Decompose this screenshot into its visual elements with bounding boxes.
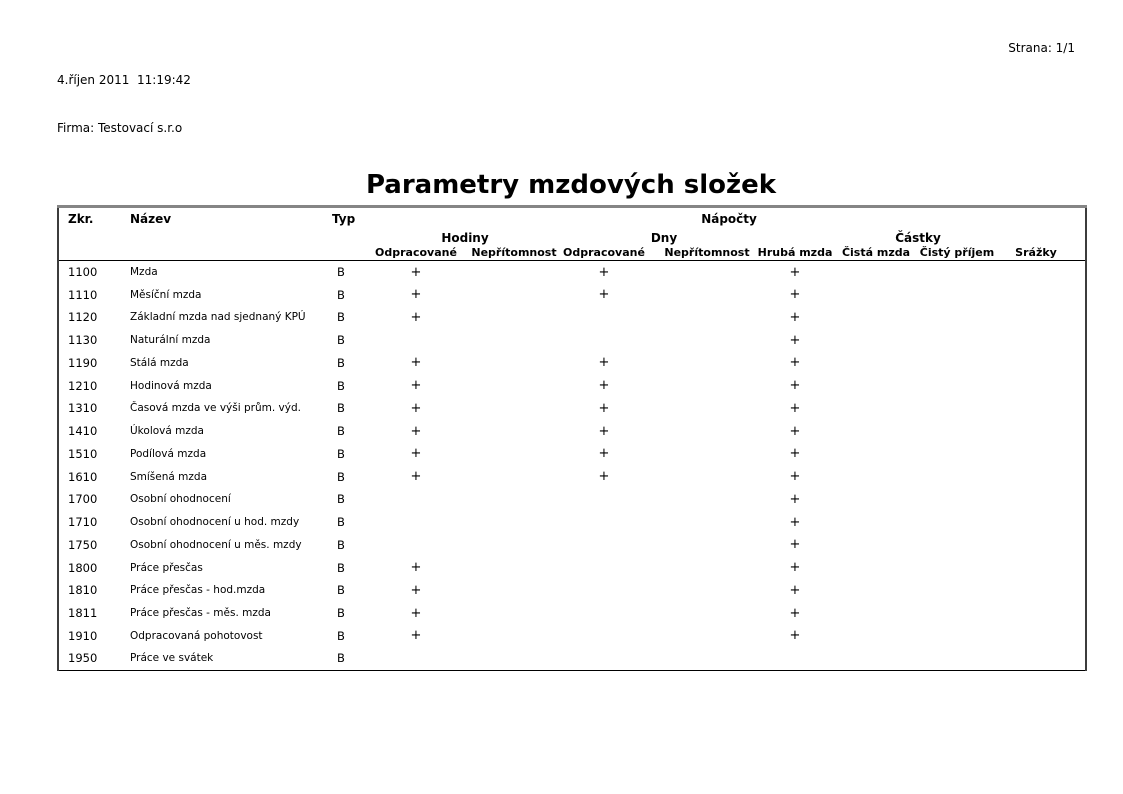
table-row <box>58 329 1086 352</box>
flag-hodiny-nepritomnost <box>459 625 557 648</box>
flag-cista-mzda <box>839 556 913 579</box>
table-row <box>58 465 1086 488</box>
row-zkr: 1710 <box>68 515 98 530</box>
row-zkr: 1110 <box>68 287 98 302</box>
table-row <box>58 261 1086 284</box>
row-zkr: 1510 <box>68 446 98 461</box>
flag-dny-odpracovane: + <box>598 400 610 416</box>
table-body <box>58 261 1086 671</box>
flag-hruba-mzda: + <box>789 537 801 553</box>
row-zkr: 1210 <box>68 378 98 393</box>
row-zkr: 1700 <box>68 492 98 507</box>
row-zkr: 1120 <box>68 310 98 325</box>
flag-hodiny-nepritomnost <box>459 420 557 443</box>
table-row <box>58 306 1086 329</box>
flag-hodiny-odpracovane: + <box>410 400 422 416</box>
flag-cista-mzda <box>839 420 913 443</box>
header-row-3 <box>58 246 1086 261</box>
col-header-hodiny-nepritomnost: Nepřítomnost <box>471 246 557 260</box>
flag-hodiny-nepritomnost <box>459 534 557 557</box>
flag-dny-odpracovane <box>557 602 651 625</box>
row-typ: B <box>337 446 345 461</box>
row-zkr: 1811 <box>68 606 98 621</box>
flag-cista-mzda <box>839 261 913 284</box>
row-nazev: Práce ve svátek <box>130 652 214 665</box>
table-row <box>58 647 1086 670</box>
flag-cista-mzda <box>839 488 913 511</box>
flag-dny-odpracovane: + <box>598 423 610 439</box>
flag-srazky <box>1001 283 1086 306</box>
flag-dny-odpracovane <box>557 329 651 352</box>
flag-hruba-mzda: + <box>789 469 801 485</box>
row-typ: B <box>337 265 345 280</box>
group-header-hodiny: Hodiny <box>441 231 489 245</box>
row-nazev: Měsíční mzda <box>130 288 202 301</box>
col-header-dny-nepritomnost: Nepřítomnost <box>664 246 750 260</box>
flag-cisty-prijem <box>913 556 1001 579</box>
flag-cisty-prijem <box>913 352 1001 375</box>
flag-hodiny-odpracovane: + <box>410 605 422 621</box>
flag-dny-nepritomnost <box>651 579 751 602</box>
flag-cisty-prijem <box>913 602 1001 625</box>
table-row <box>58 283 1086 306</box>
flag-hodiny-nepritomnost <box>459 283 557 306</box>
row-typ: B <box>337 424 345 439</box>
flag-dny-nepritomnost <box>651 556 751 579</box>
flag-hruba-mzda: + <box>789 628 801 644</box>
table-row <box>58 556 1086 579</box>
row-zkr: 1130 <box>68 333 98 348</box>
flag-hodiny-nepritomnost <box>459 329 557 352</box>
flag-cisty-prijem <box>913 647 1001 670</box>
flag-hruba-mzda: + <box>789 378 801 394</box>
flag-hruba-mzda: + <box>789 287 801 303</box>
row-typ: B <box>337 606 345 621</box>
row-typ: B <box>337 287 345 302</box>
col-header-cista-mzda: Čistá mzda <box>841 246 911 260</box>
flag-dny-odpracovane: + <box>598 287 610 303</box>
row-zkr: 1800 <box>68 560 98 575</box>
row-nazev: Časová mzda ve výši prům. výd. <box>130 402 301 415</box>
flag-srazky <box>1001 443 1086 466</box>
flag-hodiny-odpracovane: + <box>410 628 422 644</box>
row-zkr: 1950 <box>68 651 98 666</box>
flag-hruba-mzda: + <box>789 560 801 576</box>
flag-srazky <box>1001 602 1086 625</box>
row-typ: B <box>337 537 345 552</box>
flag-cista-mzda <box>839 511 913 534</box>
flag-srazky <box>1001 397 1086 420</box>
flag-dny-odpracovane <box>557 625 651 648</box>
row-zkr: 1610 <box>68 469 98 484</box>
flag-srazky <box>1001 625 1086 648</box>
flag-hodiny-odpracovane: + <box>410 446 422 462</box>
flag-cista-mzda <box>839 534 913 557</box>
row-typ: B <box>337 355 345 370</box>
flag-cisty-prijem <box>913 374 1001 397</box>
flag-dny-nepritomnost <box>651 511 751 534</box>
page-number: Strana: 1/1 <box>1008 41 1075 55</box>
flag-hruba-mzda: + <box>789 582 801 598</box>
flag-cista-mzda <box>839 579 913 602</box>
flag-hodiny-nepritomnost <box>459 374 557 397</box>
group-header-napocty: Nápočty <box>701 212 757 227</box>
report-meta <box>57 40 1085 168</box>
flag-srazky <box>1001 579 1086 602</box>
row-typ: B <box>337 651 345 666</box>
flag-hodiny-odpracovane: + <box>410 378 422 394</box>
flag-hruba-mzda: + <box>789 446 801 462</box>
row-nazev: Hodinová mzda <box>130 379 212 392</box>
header-row-1 <box>58 207 1086 231</box>
flag-dny-odpracovane: + <box>598 469 610 485</box>
table-header <box>58 207 1086 261</box>
flag-dny-odpracovane <box>557 534 651 557</box>
flag-dny-odpracovane <box>557 306 651 329</box>
col-header-typ: Typ <box>332 212 356 227</box>
flag-cisty-prijem <box>913 488 1001 511</box>
flag-dny-nepritomnost <box>651 488 751 511</box>
flag-cisty-prijem <box>913 625 1001 648</box>
flag-hodiny-odpracovane <box>373 647 459 670</box>
row-zkr: 1410 <box>68 424 98 439</box>
flag-cista-mzda <box>839 283 913 306</box>
flag-dny-odpracovane <box>557 556 651 579</box>
row-nazev: Práce přesčas <box>130 561 203 574</box>
flag-srazky <box>1001 647 1086 670</box>
flag-dny-odpracovane <box>557 511 651 534</box>
flag-hodiny-nepritomnost <box>459 647 557 670</box>
flag-hodiny-odpracovane: + <box>410 287 422 303</box>
flag-dny-nepritomnost <box>651 329 751 352</box>
flag-cisty-prijem <box>913 511 1001 534</box>
flag-srazky <box>1001 329 1086 352</box>
col-header-dny-odpracovane: Odpracované <box>563 246 645 260</box>
table-row <box>58 625 1086 648</box>
flag-hruba-mzda: + <box>789 332 801 348</box>
flag-hruba-mzda: + <box>789 514 801 530</box>
flag-hodiny-nepritomnost <box>459 306 557 329</box>
row-typ: B <box>337 628 345 643</box>
table-row <box>58 602 1086 625</box>
flag-srazky <box>1001 420 1086 443</box>
flag-cisty-prijem <box>913 329 1001 352</box>
flag-srazky <box>1001 511 1086 534</box>
table-row <box>58 443 1086 466</box>
flag-dny-nepritomnost <box>651 397 751 420</box>
row-nazev: Základní mzda nad sjednaný KPÚ <box>130 311 306 324</box>
flag-hodiny-nepritomnost <box>459 579 557 602</box>
row-typ: B <box>337 583 345 598</box>
row-typ: B <box>337 515 345 530</box>
group-header-dny: Dny <box>650 231 678 245</box>
flag-cista-mzda <box>839 625 913 648</box>
row-typ: B <box>337 469 345 484</box>
flag-hruba-mzda: + <box>789 309 801 325</box>
flag-hodiny-odpracovane: + <box>410 469 422 485</box>
flag-hruba-mzda: + <box>789 264 801 280</box>
flag-srazky <box>1001 352 1086 375</box>
flag-cista-mzda <box>839 329 913 352</box>
row-nazev: Osobní ohodnocení u měs. mzdy <box>130 538 302 551</box>
flag-hodiny-odpracovane: + <box>410 560 422 576</box>
row-zkr: 1310 <box>68 401 98 416</box>
flag-cista-mzda <box>839 352 913 375</box>
flag-hodiny-odpracovane: + <box>410 423 422 439</box>
row-typ: B <box>337 378 345 393</box>
flag-cista-mzda <box>839 397 913 420</box>
flag-hodiny-nepritomnost <box>459 352 557 375</box>
table-row <box>58 579 1086 602</box>
col-header-hruba-mzda: Hrubá mzda <box>757 246 833 260</box>
flag-dny-nepritomnost <box>651 443 751 466</box>
wage-components-table <box>57 205 1087 671</box>
flag-dny-nepritomnost <box>651 534 751 557</box>
table-row <box>58 534 1086 557</box>
flag-hodiny-nepritomnost <box>459 488 557 511</box>
col-header-srazky: Srážky <box>1015 246 1057 260</box>
table-row <box>58 420 1086 443</box>
col-header-hodiny-odpracovane: Odpracované <box>375 246 457 260</box>
flag-hodiny-odpracovane <box>373 534 459 557</box>
row-nazev: Mzda <box>130 266 158 279</box>
flag-cisty-prijem <box>913 465 1001 488</box>
flag-cista-mzda <box>839 443 913 466</box>
flag-srazky <box>1001 261 1086 284</box>
flag-srazky <box>1001 306 1086 329</box>
flag-cisty-prijem <box>913 306 1001 329</box>
flag-cista-mzda <box>839 374 913 397</box>
col-header-zkr: Zkr. <box>68 212 94 227</box>
flag-hodiny-nepritomnost <box>459 602 557 625</box>
flag-hruba-mzda: + <box>789 400 801 416</box>
row-nazev: Osobní ohodnocení u hod. mzdy <box>130 516 300 529</box>
flag-hodiny-nepritomnost <box>459 397 557 420</box>
header-row-2 <box>58 231 1086 246</box>
flag-hruba-mzda: + <box>789 423 801 439</box>
flag-dny-nepritomnost <box>651 261 751 284</box>
flag-hruba-mzda: + <box>789 355 801 371</box>
flag-cisty-prijem <box>913 397 1001 420</box>
flag-cisty-prijem <box>913 420 1001 443</box>
report-content <box>57 0 1085 671</box>
row-nazev: Práce přesčas - měs. mzda <box>130 607 271 620</box>
group-header-castky: Částky <box>895 231 941 245</box>
flag-hodiny-odpracovane: + <box>410 309 422 325</box>
report-datetime: 4.říjen 2011 11:19:42 <box>57 73 191 87</box>
row-zkr: 1750 <box>68 537 98 552</box>
flag-cisty-prijem <box>913 579 1001 602</box>
row-typ: B <box>337 310 345 325</box>
row-typ: B <box>337 492 345 507</box>
flag-dny-nepritomnost <box>651 625 751 648</box>
row-zkr: 1910 <box>68 628 98 643</box>
row-nazev: Smíšená mzda <box>130 470 208 483</box>
flag-dny-odpracovane: + <box>598 355 610 371</box>
flag-cista-mzda <box>839 647 913 670</box>
flag-hodiny-odpracovane <box>373 329 459 352</box>
flag-cisty-prijem <box>913 443 1001 466</box>
row-nazev: Stálá mzda <box>130 356 189 369</box>
flag-srazky <box>1001 534 1086 557</box>
flag-dny-odpracovane: + <box>598 446 610 462</box>
table-row <box>58 374 1086 397</box>
report-title: Parametry mzdových složek <box>365 170 777 200</box>
table-row <box>58 352 1086 375</box>
header-spacer <box>58 231 373 246</box>
flag-dny-nepritomnost <box>651 352 751 375</box>
flag-hodiny-odpracovane: + <box>410 355 422 371</box>
flag-hruba-mzda: + <box>789 491 801 507</box>
flag-hodiny-nepritomnost <box>459 511 557 534</box>
flag-hodiny-odpracovane: + <box>410 582 422 598</box>
report-meta-left <box>57 40 191 168</box>
flag-cisty-prijem <box>913 283 1001 306</box>
flag-dny-nepritomnost <box>651 647 751 670</box>
flag-dny-odpracovane: + <box>598 378 610 394</box>
flag-dny-odpracovane <box>557 488 651 511</box>
flag-hodiny-nepritomnost <box>459 261 557 284</box>
flag-dny-nepritomnost <box>651 465 751 488</box>
flag-hodiny-odpracovane <box>373 488 459 511</box>
row-typ: B <box>337 401 345 416</box>
flag-cista-mzda <box>839 306 913 329</box>
flag-srazky <box>1001 465 1086 488</box>
flag-hodiny-nepritomnost <box>459 443 557 466</box>
row-zkr: 1190 <box>68 355 98 370</box>
row-zkr: 1810 <box>68 583 98 598</box>
flag-dny-odpracovane <box>557 579 651 602</box>
flag-dny-odpracovane <box>557 647 651 670</box>
flag-cisty-prijem <box>913 261 1001 284</box>
flag-dny-nepritomnost <box>651 374 751 397</box>
header-spacer <box>58 246 373 261</box>
row-nazev: Úkolová mzda <box>130 425 204 438</box>
row-nazev: Naturální mzda <box>130 334 211 347</box>
flag-dny-nepritomnost <box>651 420 751 443</box>
table-row <box>58 488 1086 511</box>
row-typ: B <box>337 560 345 575</box>
flag-srazky <box>1001 556 1086 579</box>
flag-hodiny-odpracovane: + <box>410 264 422 280</box>
row-nazev: Odpracovaná pohotovost <box>130 629 263 642</box>
flag-hodiny-odpracovane <box>373 511 459 534</box>
flag-hruba-mzda <box>751 647 839 670</box>
report-company: Firma: Testovací s.r.o <box>57 121 183 135</box>
flag-srazky <box>1001 374 1086 397</box>
row-zkr: 1100 <box>68 265 98 280</box>
row-nazev: Osobní ohodnocení <box>130 493 231 506</box>
flag-cista-mzda <box>839 465 913 488</box>
table-row <box>58 511 1086 534</box>
flag-dny-nepritomnost <box>651 602 751 625</box>
flag-srazky <box>1001 488 1086 511</box>
flag-dny-nepritomnost <box>651 283 751 306</box>
flag-cisty-prijem <box>913 534 1001 557</box>
flag-dny-nepritomnost <box>651 306 751 329</box>
row-nazev: Práce přesčas - hod.mzda <box>130 584 266 597</box>
flag-hodiny-nepritomnost <box>459 556 557 579</box>
row-typ: B <box>337 333 345 348</box>
col-header-cisty-prijem: Čistý příjem <box>919 246 995 260</box>
flag-hruba-mzda: + <box>789 605 801 621</box>
row-nazev: Podílová mzda <box>130 447 207 460</box>
table-row <box>58 397 1086 420</box>
flag-cista-mzda <box>839 602 913 625</box>
flag-dny-odpracovane: + <box>598 264 610 280</box>
col-header-nazev: Název <box>130 212 172 227</box>
flag-hodiny-nepritomnost <box>459 465 557 488</box>
